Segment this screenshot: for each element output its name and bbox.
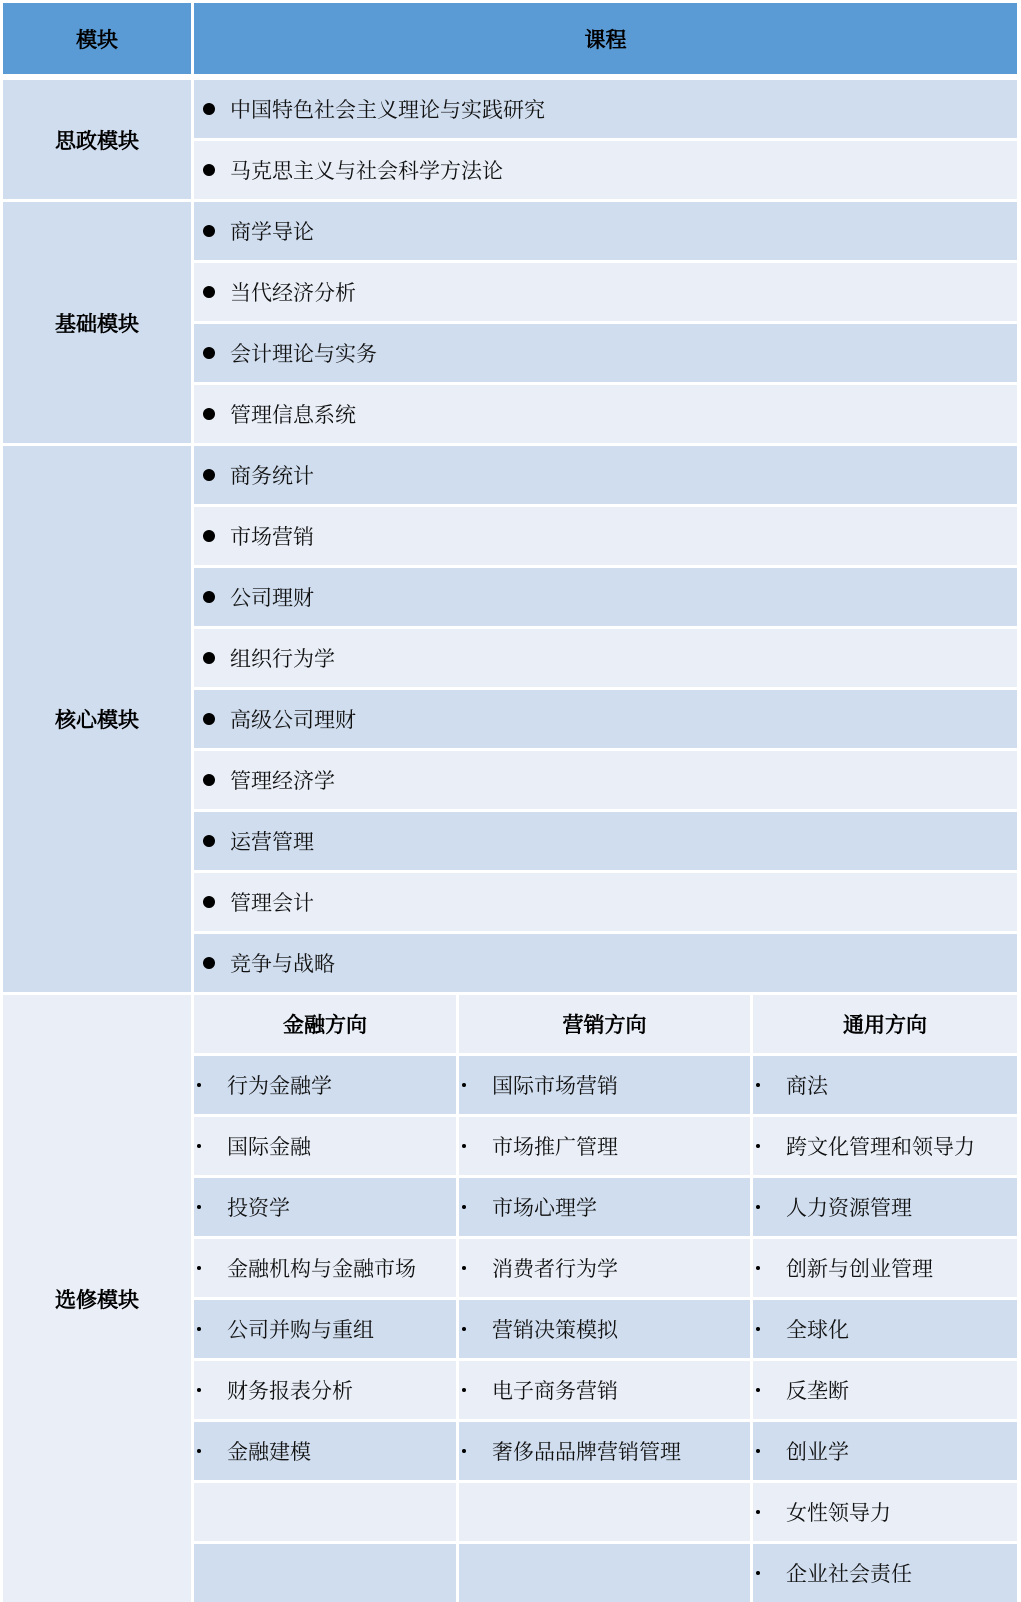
bullet-icon xyxy=(756,1144,760,1148)
list-item xyxy=(194,1361,456,1419)
bullet-icon xyxy=(756,1571,760,1575)
bullet-icon xyxy=(756,1388,760,1392)
bullet-icon xyxy=(203,896,215,908)
course-name: 消费者行为学 xyxy=(492,1257,618,1281)
bullet-icon xyxy=(462,1327,466,1331)
empty-cell xyxy=(194,1544,456,1602)
list-item xyxy=(194,202,1017,260)
list-item xyxy=(753,1544,1017,1602)
course-name: 奢侈品品牌营销管理 xyxy=(492,1440,681,1464)
list-item xyxy=(459,1422,750,1480)
bullet-icon xyxy=(462,1144,466,1148)
list-item xyxy=(194,934,1017,992)
list-item xyxy=(194,385,1017,443)
list-item xyxy=(753,1239,1017,1297)
bullet-icon xyxy=(203,530,215,542)
course-name: 会计理论与实务 xyxy=(230,342,377,366)
course-name: 人力资源管理 xyxy=(786,1196,912,1220)
list-item xyxy=(459,1361,750,1419)
module-name xyxy=(3,80,191,199)
list-item xyxy=(194,1300,456,1358)
list-item xyxy=(459,1117,750,1175)
direction-header xyxy=(753,995,1017,1053)
course-name: 运营管理 xyxy=(230,830,314,854)
list-item xyxy=(194,873,1017,931)
module-name xyxy=(3,995,191,1602)
list-item xyxy=(753,1422,1017,1480)
module-name-label: 思政模块 xyxy=(55,128,139,153)
course-name: 电子商务营销 xyxy=(492,1379,618,1403)
bullet-icon xyxy=(203,957,215,969)
bullet-icon xyxy=(197,1327,201,1331)
bullet-icon xyxy=(756,1449,760,1453)
course-name: 财务报表分析 xyxy=(227,1379,353,1403)
list-item xyxy=(194,446,1017,504)
bullet-icon xyxy=(203,347,215,359)
bullet-icon xyxy=(756,1266,760,1270)
bullet-icon xyxy=(203,591,215,603)
bullet-icon xyxy=(203,225,215,237)
course-name: 全球化 xyxy=(786,1318,849,1342)
bullet-icon xyxy=(197,1083,201,1087)
list-item xyxy=(753,1483,1017,1541)
course-name: 市场推广管理 xyxy=(492,1135,618,1159)
bullet-icon xyxy=(203,652,215,664)
course-name: 公司理财 xyxy=(230,586,314,610)
course-name: 高级公司理财 xyxy=(230,708,356,732)
bullet-icon xyxy=(197,1266,201,1270)
list-item xyxy=(459,1300,750,1358)
list-item xyxy=(194,751,1017,809)
direction-header xyxy=(459,995,750,1053)
bullet-icon xyxy=(756,1327,760,1331)
bullet-icon xyxy=(203,164,215,176)
course-name: 管理经济学 xyxy=(230,769,335,793)
list-item xyxy=(194,568,1017,626)
bullet-icon xyxy=(756,1510,760,1514)
course-name: 管理会计 xyxy=(230,891,314,915)
bullet-icon xyxy=(203,774,215,786)
list-item xyxy=(194,1239,456,1297)
course-column-header xyxy=(194,3,1017,74)
course-name: 商学导论 xyxy=(230,220,314,244)
bullet-icon xyxy=(203,469,215,481)
empty-cell xyxy=(459,1544,750,1602)
bullet-icon xyxy=(203,408,215,420)
bullet-icon xyxy=(462,1449,466,1453)
bullet-icon xyxy=(462,1205,466,1209)
list-item xyxy=(194,1178,456,1236)
course-name: 竞争与战略 xyxy=(230,952,335,976)
module-column-header xyxy=(3,3,191,74)
module-name xyxy=(3,446,191,992)
course-name: 中国特色社会主义理论与实践研究 xyxy=(230,98,545,122)
course-name: 营销决策模拟 xyxy=(492,1318,618,1342)
course-column-header-label: 课程 xyxy=(584,27,627,52)
bullet-icon xyxy=(203,713,215,725)
empty-cell xyxy=(194,1483,456,1541)
course-name: 企业社会责任 xyxy=(786,1562,912,1586)
bullet-icon xyxy=(462,1388,466,1392)
list-item xyxy=(194,263,1017,321)
list-item xyxy=(753,1056,1017,1114)
bullet-icon xyxy=(203,835,215,847)
bullet-icon xyxy=(462,1266,466,1270)
course-name: 管理信息系统 xyxy=(230,403,356,427)
list-item xyxy=(753,1178,1017,1236)
list-item xyxy=(753,1361,1017,1419)
list-item xyxy=(459,1239,750,1297)
empty-cell xyxy=(459,1483,750,1541)
list-item xyxy=(753,1117,1017,1175)
bullet-icon xyxy=(756,1083,760,1087)
course-name: 市场心理学 xyxy=(492,1196,597,1220)
course-name: 国际金融 xyxy=(227,1135,311,1159)
course-name: 创新与创业管理 xyxy=(786,1257,933,1281)
course-name: 行为金融学 xyxy=(227,1074,332,1098)
bullet-icon xyxy=(462,1083,466,1087)
course-name: 市场营销 xyxy=(230,525,314,549)
bullet-icon xyxy=(756,1205,760,1209)
course-name: 公司并购与重组 xyxy=(227,1318,374,1342)
list-item xyxy=(194,1117,456,1175)
bullet-icon xyxy=(203,286,215,298)
list-item xyxy=(194,1056,456,1114)
direction-header xyxy=(194,995,456,1053)
bullet-icon xyxy=(197,1205,201,1209)
module-name-label: 核心模块 xyxy=(55,708,139,732)
course-name: 组织行为学 xyxy=(230,647,335,671)
direction-header-label: 通用方向 xyxy=(843,1013,927,1037)
list-item xyxy=(194,507,1017,565)
course-name: 投资学 xyxy=(227,1196,290,1220)
course-name: 商法 xyxy=(786,1074,828,1098)
course-name: 马克思主义与社会科学方法论 xyxy=(230,159,503,183)
list-item xyxy=(194,1422,456,1480)
list-item xyxy=(194,690,1017,748)
course-name: 金融机构与金融市场 xyxy=(227,1257,416,1281)
course-name: 创业学 xyxy=(786,1440,849,1464)
list-item xyxy=(459,1056,750,1114)
list-item xyxy=(194,629,1017,687)
module-name-label: 基础模块 xyxy=(55,311,139,336)
course-name: 跨文化管理和领导力 xyxy=(786,1135,975,1159)
module-name-label: 选修模块 xyxy=(55,1287,139,1312)
course-name: 女性领导力 xyxy=(786,1501,891,1525)
list-item xyxy=(194,812,1017,870)
list-item xyxy=(459,1178,750,1236)
list-item xyxy=(753,1300,1017,1358)
module-name xyxy=(3,202,191,443)
bullet-icon xyxy=(203,103,215,115)
list-item xyxy=(194,324,1017,382)
course-name: 国际市场营销 xyxy=(492,1074,618,1098)
bullet-icon xyxy=(197,1388,201,1392)
course-name: 商务统计 xyxy=(230,464,314,488)
list-item xyxy=(194,80,1017,138)
direction-header-label: 金融方向 xyxy=(283,1013,367,1037)
course-name: 金融建模 xyxy=(227,1440,311,1464)
bullet-icon xyxy=(197,1449,201,1453)
list-item xyxy=(194,141,1017,199)
course-name: 当代经济分析 xyxy=(230,281,356,305)
bullet-icon xyxy=(197,1144,201,1148)
course-name: 反垄断 xyxy=(786,1379,849,1403)
module-column-header-label: 模块 xyxy=(76,27,118,52)
direction-header-label: 营销方向 xyxy=(562,1013,647,1037)
